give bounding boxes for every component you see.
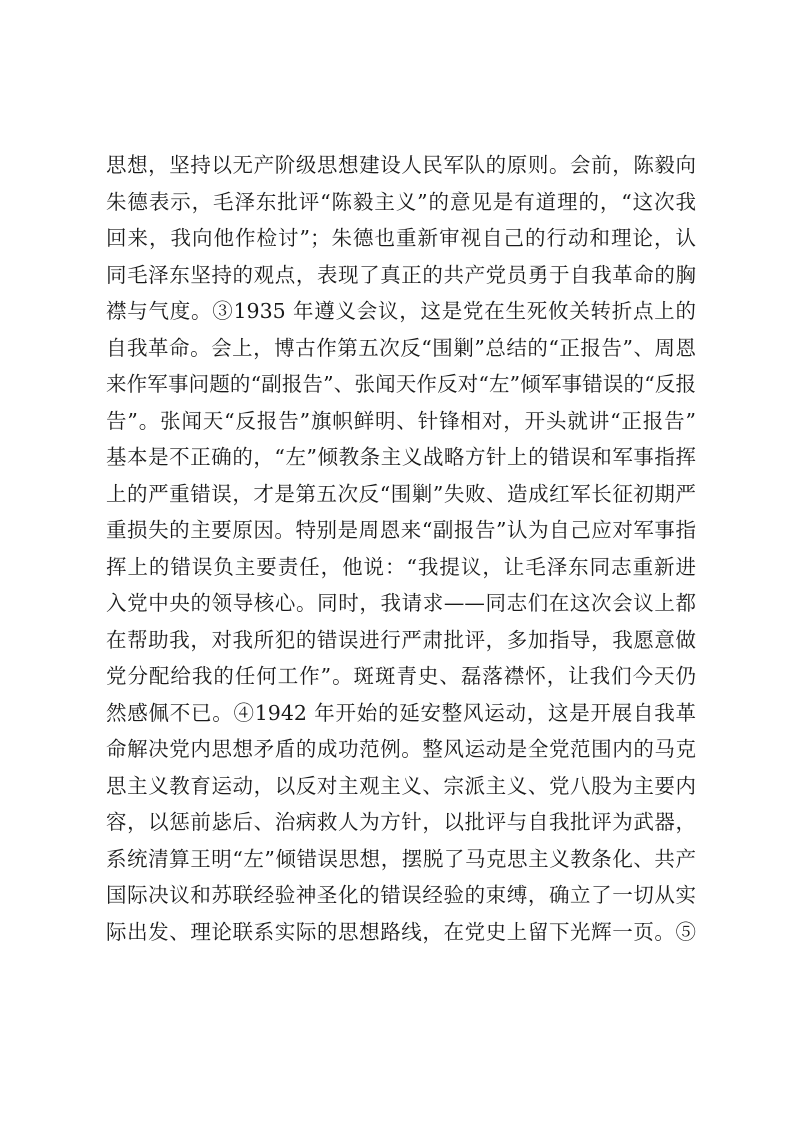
- text-line: 命解决党内思想矛盾的成功范例。整风运动是全党范围内的马克: [106, 737, 696, 761]
- text-line: 基本是不正确的，“左”倾教条主义战略方针上的错误和军事指挥: [106, 445, 696, 469]
- text-line: 国际决议和苏联经验神圣化的错误经验的束缚，确立了一切从实: [106, 883, 696, 907]
- text-line: 党分配给我的任何工作”。斑斑青史、磊落襟怀，让我们今天仍: [106, 664, 696, 688]
- text-line: 朱德表示，毛泽东批评“陈毅主义”的意见是有道理的，“这次我: [106, 189, 696, 214]
- text-line: 襟与气度。③1935 年遵义会议，这是党在生死攸关转折点上的: [106, 299, 696, 323]
- text-line: 入党中央的领导核心。同时，我请求——同志们在这次会议上都: [106, 591, 696, 615]
- text-line: 思想，坚持以无产阶级思想建设人民军队的原则。会前，陈毅向: [106, 153, 696, 177]
- text-line: 回来，我向他作检讨”；朱德也重新审视自己的行动和理论，认: [106, 226, 696, 250]
- text-line: 同毛泽东坚持的观点，表现了真正的共产党员勇于自我革命的胸: [106, 262, 696, 287]
- text-line: 自我革命。会上，博古作第五次反“围剿”总结的“正报告”、周恩: [106, 335, 696, 360]
- text-line: 挥上的错误负主要责任，他说：“我提议，让毛泽东同志重新进: [106, 554, 696, 579]
- text-line: 然感佩不已。④1942 年开始的延安整风运动，这是开展自我革: [106, 700, 696, 725]
- text-line: 重损失的主要原因。特别是周恩来“副报告”认为自己应对军事指: [106, 518, 696, 542]
- text-line: 系统清算王明“左”倾错误思想，摆脱了马克思主义教条化、共产: [106, 846, 696, 871]
- text-line: 来作军事问题的“副报告”、张闻天作反对“左”倾军事错误的“反报: [106, 372, 696, 396]
- text-line: 容，以惩前毖后、治病救人为方针，以批评与自我批评为武器，: [106, 810, 696, 834]
- text-line: 上的严重错误，才是第五次反“围剿”失败、造成红军长征初期严: [106, 481, 696, 506]
- text-line: 际出发、理论联系实际的思想路线，在党史上留下光辉一页。⑤: [106, 919, 696, 944]
- text-line: 在帮助我，对我所犯的错误进行严肃批评，多加指导，我愿意做: [106, 627, 696, 652]
- text-line: 告”。张闻天“反报告”旗帜鲜明、针锋相对，开头就讲“正报告”: [106, 408, 696, 433]
- text-line: 思主义教育运动，以反对主观主义、宗派主义、党八股为主要内: [106, 773, 696, 798]
- body-paragraph: [106, 147, 696, 950]
